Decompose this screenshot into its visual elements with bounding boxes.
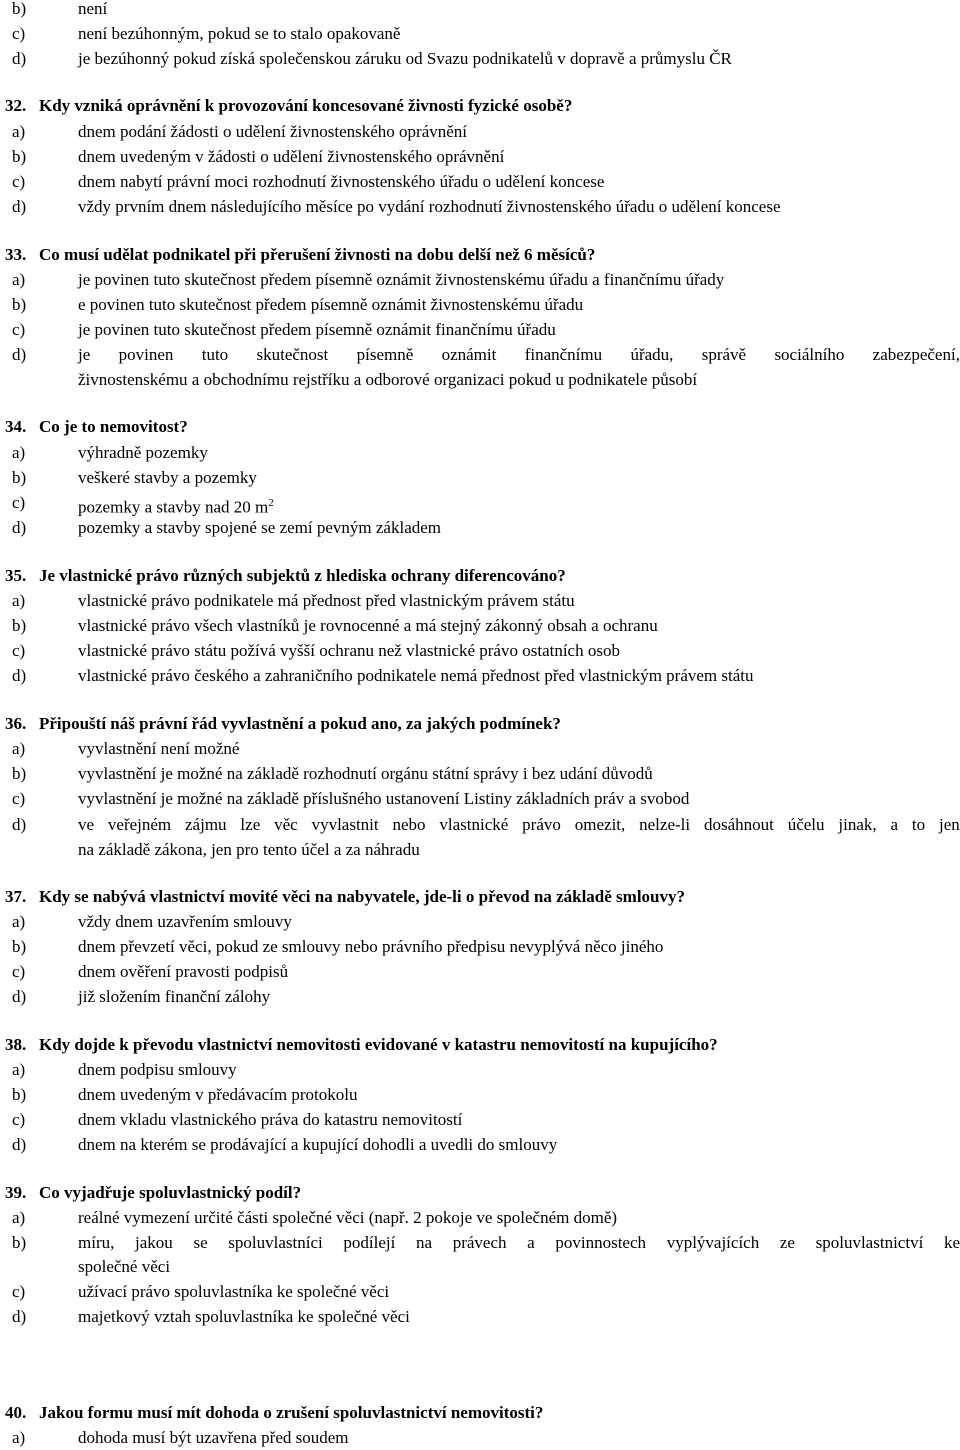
answer-line [0, 1231, 960, 1255]
answer-line [0, 0, 960, 21]
question-text: Kdy se nabývá vlastnictví movité věci na nabyvatele, jde-li o převod na základě smlouvy? [39, 887, 685, 906]
answer-line [0, 1083, 960, 1107]
answer-text: živnostenskému a obchodnímu rejstříku a odborové organizaci pokud u podnikatele působí [78, 370, 698, 389]
question-text: Kdy dojde k převodu vlastnictví nemovitosti evidované v katastru nemovitostí na kupujícího? [39, 1035, 718, 1054]
answer-label: b) [12, 616, 27, 635]
word: účelu [787, 815, 825, 834]
answer-label: b) [12, 764, 27, 783]
word: spoluvlastnictví [815, 1233, 924, 1252]
answer-label: a) [12, 1060, 26, 1079]
word: oznámit [441, 345, 497, 364]
answer-line [0, 614, 960, 638]
answer-line [0, 1206, 960, 1230]
answer-line [0, 935, 960, 959]
answer-text: dnem na kterém se prodávající a kupující dohodli a uvedli do smlouvy [78, 1135, 558, 1154]
answer-line [0, 343, 960, 367]
answer-text: již složením finanční zálohy [78, 987, 271, 1006]
question-text: Co musí udělat podnikatel při přerušení živnosti na dobu delší než 6 měsíců? [39, 245, 596, 264]
word: nelze-li [639, 815, 691, 834]
answer-text: vlastnické právo českého a zahraničního podnikatele nemá přednost před vlastnickým právem státu [78, 666, 754, 685]
word: ke [943, 1233, 960, 1252]
answer-text: dnem podpisu smlouvy [78, 1060, 237, 1079]
word: ze [779, 1233, 795, 1252]
word: právech [452, 1233, 507, 1252]
answer-line [0, 268, 960, 292]
word: vyplývajících [666, 1233, 760, 1252]
word: spoluvlastníci [228, 1233, 323, 1252]
answer-label: a) [12, 591, 26, 610]
superscript: 2 [268, 497, 274, 509]
word: se [193, 1233, 208, 1252]
answer-label: d) [12, 1135, 27, 1154]
answer-text: dnem uvedeným v předávacím protokolu [78, 1085, 358, 1104]
word: míru, [78, 1233, 115, 1252]
answer-text: není [78, 0, 108, 18]
question-text: Je vlastnické právo různých subjektů z hlediska ochrany diferencováno? [39, 566, 566, 585]
answer-text: vlastnické právo státu požívá vyšší ochranu než vlastnické právo ostatních osob [78, 641, 620, 660]
answer-line [0, 1280, 960, 1304]
word: vlastnické [439, 815, 509, 834]
answer-text: dnem uvedeným v žádosti o udělení živnostenského oprávnění [78, 147, 505, 166]
word: právo [522, 815, 561, 834]
word: ve [78, 815, 95, 834]
answer-line [0, 491, 960, 515]
word: lze [240, 815, 261, 834]
answer-label: c) [12, 320, 26, 339]
answer-line [0, 910, 960, 934]
word: a [890, 815, 899, 834]
answer-line [0, 737, 960, 761]
answer-line [0, 960, 960, 984]
word: povinnostech [555, 1233, 647, 1252]
answer-line-continuation [0, 838, 960, 862]
word: podílejí [343, 1233, 396, 1252]
answer-line [0, 47, 960, 71]
word: finančnímu [524, 345, 603, 364]
word: sociálního [774, 345, 845, 364]
answer-text: je bezúhonný pokud získá společenskou záruku od Svazu podnikatelů v dopravě a průmyslu ČR [78, 49, 732, 68]
answer-label: c) [12, 789, 26, 808]
question-text: Co vyjadřuje spoluvlastnický podíl? [39, 1183, 302, 1202]
answer-label: c) [12, 24, 26, 43]
answer-text: vlastnické právo všech vlastníků je rovnocenné a má stejný zákonný obsah a ochranu [78, 616, 658, 635]
answer-text: dnem ověření pravosti podpisů [78, 962, 289, 981]
word: na [416, 1233, 433, 1252]
answer-label: d) [12, 666, 27, 685]
answer-text: dohoda musí být uzavřena před soudem [78, 1428, 349, 1447]
answer-line [0, 762, 960, 786]
word: tuto [201, 345, 229, 364]
answer-text: dnem vkladu vlastnického práva do katastru nemovitostí [78, 1110, 463, 1129]
answer-text: dnem podání žádosti o udělení živnostenského oprávnění [78, 122, 468, 141]
answer-text: dnem nabytí právní moci rozhodnutí živnostenského úřadu o udělení koncese [78, 172, 605, 191]
answer-line [0, 22, 960, 46]
answer-line-continuation [0, 368, 960, 392]
question-text: Jakou formu musí mít dohoda o zrušení spoluvlastnictví nemovitosti? [39, 1403, 544, 1422]
question-number: 40. [5, 1403, 27, 1422]
word: jinak, [838, 815, 877, 834]
answer-line [0, 441, 960, 465]
answer-line [0, 985, 960, 1009]
answer-text: e povinen tuto skutečnost předem písemně oznámit živnostenskému úřadu [78, 295, 584, 314]
answer-text: na základě zákona, jen pro tento účel a za náhradu [78, 840, 420, 859]
question-heading [0, 564, 960, 588]
answer-line [0, 664, 960, 688]
answer-label: d) [12, 518, 27, 537]
question-number: 36. [5, 714, 27, 733]
answer-line [0, 1305, 960, 1329]
answer-label: b) [12, 937, 27, 956]
answer-label: c) [12, 641, 26, 660]
answer-line [0, 1133, 960, 1157]
question-text: Připouští náš právní řád vyvlastnění a pokud ano, za jakých podmínek? [39, 714, 561, 733]
question-heading [0, 94, 960, 118]
word: nebo [392, 815, 426, 834]
answer-label: d) [12, 815, 27, 834]
answer-text: vyvlastnění je možné na základě příslušného ustanovení Listiny základních práv a svobod [78, 789, 690, 808]
word: skutečnost [256, 345, 329, 364]
question-number: 33. [5, 245, 27, 264]
answer-text: užívací právo spoluvlastníka ke společné věci [78, 1282, 390, 1301]
question-heading [0, 885, 960, 909]
question-heading [0, 712, 960, 736]
question-number: 38. [5, 1035, 27, 1054]
answer-label: a) [12, 739, 26, 758]
word: zabezpečení, [872, 345, 960, 364]
answer-label: a) [12, 122, 26, 141]
question-text: Co je to nemovitost? [39, 417, 188, 436]
answer-label: a) [12, 912, 26, 931]
word: omezit, [574, 815, 626, 834]
answer-line [0, 589, 960, 613]
answer-text: vždy dnem uzavřením smlouvy [78, 912, 292, 931]
word: vyvlastnit [311, 815, 379, 834]
word: jen [939, 815, 960, 834]
word: jakou [135, 1233, 173, 1252]
answer-text: je povinen tuto skutečnost předem písemně oznámit živnostenskému úřadu a finančnímu úřady [78, 270, 725, 289]
answer-text: majetkový vztah spoluvlastníka ke společné věci [78, 1307, 410, 1326]
answer-label: a) [12, 270, 26, 289]
answer-line [0, 1108, 960, 1132]
word: povinen [118, 345, 174, 364]
answer-label: c) [12, 962, 26, 981]
answer-line [0, 639, 960, 663]
question-number: 34. [5, 417, 27, 436]
answer-line [0, 145, 960, 169]
answer-text: je povinen tuto skutečnost předem písemně oznámit finančnímu úřadu [78, 320, 556, 339]
answer-label: b) [12, 1233, 27, 1252]
word: písemně [356, 345, 414, 364]
word: zájmu [185, 815, 227, 834]
answer-label: b) [12, 1085, 27, 1104]
answer-line [0, 170, 960, 194]
answer-label: d) [12, 345, 27, 364]
answer-label: c) [12, 1110, 26, 1129]
answer-label: a) [12, 1208, 26, 1227]
answer-text: reálné vymezení určité části společné věci (např. 2 pokoje ve společném domě) [78, 1208, 618, 1227]
answer-label: c) [12, 1282, 26, 1301]
answer-label: b) [12, 468, 27, 487]
word: dosáhnout [703, 815, 774, 834]
answer-text: veškeré stavby a pozemky [78, 468, 257, 487]
word: to [911, 815, 926, 834]
word: úřadu, [630, 345, 674, 364]
answer-line [0, 120, 960, 144]
answer-line [0, 466, 960, 490]
answer-label: d) [12, 49, 27, 68]
answer-label: d) [12, 987, 27, 1006]
question-number: 35. [5, 566, 27, 585]
answer-label: b) [12, 0, 27, 18]
answer-label: c) [12, 493, 26, 512]
question-heading [0, 243, 960, 267]
answer-text: vždy prvním dnem následujícího měsíce po vydání rozhodnutí živnostenského úřadu o udělení koncese [78, 197, 781, 216]
answer-line [0, 516, 960, 540]
question-heading [0, 1181, 960, 1205]
answer-text: pozemky a stavby spojené se zemí pevným základem [78, 518, 442, 537]
answer-line [0, 813, 960, 837]
word: věc [274, 815, 298, 834]
answer-line [0, 1426, 960, 1450]
answer-label: d) [12, 1307, 27, 1326]
word: a [527, 1233, 535, 1252]
question-heading [0, 1401, 960, 1425]
answer-text: vlastnické právo podnikatele má přednost před vlastnickým právem státu [78, 591, 575, 610]
question-heading [0, 415, 960, 439]
answer-label: d) [12, 197, 27, 216]
answer-text: výhradně pozemky [78, 443, 208, 462]
answer-text: vyvlastnění je možné na základě rozhodnutí orgánu státní správy i bez udání důvodů [78, 764, 653, 783]
question-number: 39. [5, 1183, 27, 1202]
word: správě [701, 345, 747, 364]
answer-text: společné věci [78, 1257, 171, 1276]
question-text: Kdy vzniká oprávnění k provozování koncesované živnosti fyzické osobě? [39, 96, 573, 115]
answer-line [0, 1058, 960, 1082]
answer-line [0, 787, 960, 811]
answer-text-main: pozemky a stavby nad 20 m [78, 497, 269, 517]
question-number: 37. [5, 887, 27, 906]
question-number: 32. [5, 96, 27, 115]
answer-text: vyvlastnění není možné [78, 739, 240, 758]
answer-line-continuation [0, 1255, 960, 1279]
question-heading [0, 1033, 960, 1057]
word: veřejném [107, 815, 172, 834]
word: je [78, 345, 91, 364]
answer-label: c) [12, 172, 26, 191]
answer-label: b) [12, 295, 27, 314]
answer-line [0, 293, 960, 317]
answer-label: a) [12, 443, 26, 462]
answer-text-justified [78, 1231, 960, 1255]
answer-label: a) [12, 1428, 26, 1447]
answer-text-justified [78, 813, 960, 837]
answer-line [0, 195, 960, 219]
answer-text: není bezúhonným, pokud se to stalo opakovaně [78, 24, 401, 43]
answer-text: dnem převzetí věci, pokud ze smlouvy nebo právního předpisu nevyplývá něco jiného [78, 937, 664, 956]
answer-text-justified [78, 343, 960, 367]
answer-label: b) [12, 147, 27, 166]
answer-line [0, 318, 960, 342]
